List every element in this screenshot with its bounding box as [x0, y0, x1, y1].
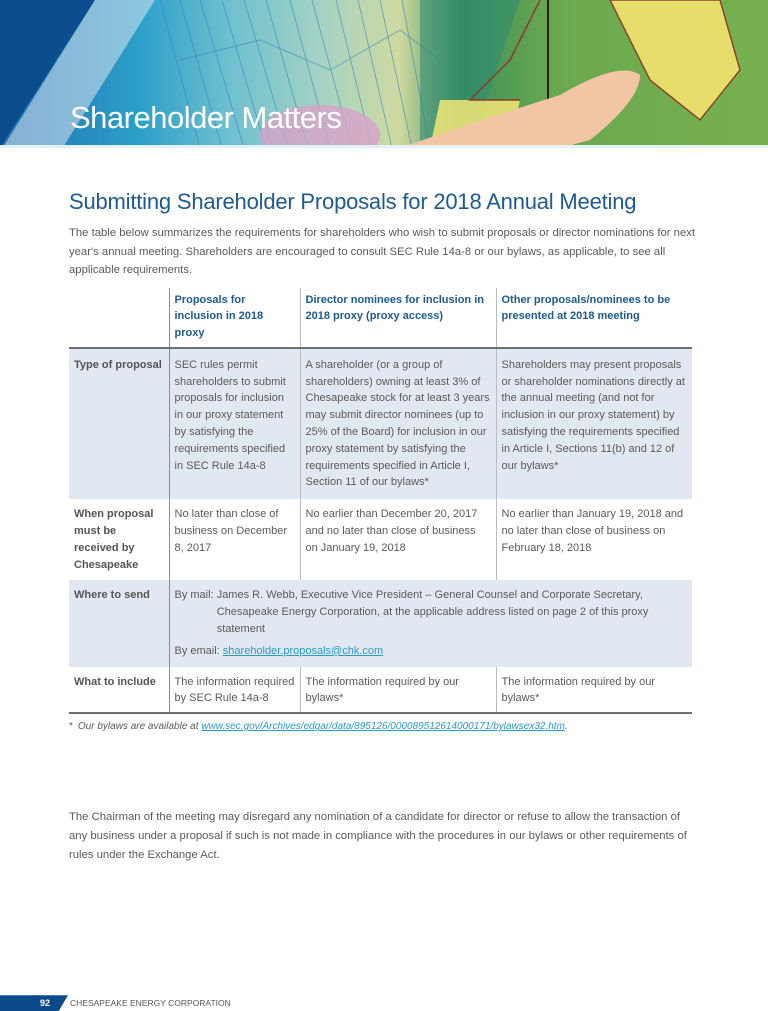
banner-title: Shareholder Matters — [70, 100, 342, 135]
banner-bottom-band — [0, 145, 768, 148]
table-cell: The information required by our bylaws* — [300, 667, 496, 714]
footer-company-name: CHESAPEAKE ENERGY CORPORATION — [70, 998, 231, 1009]
closing-paragraph: The Chairman of the meeting may disregard any nomination of a candidate for director or refuse to allow the transaction of any business under a proposal if such is not made in compliance with the procedures in our bylaws or other requirements of rules under the Exchange Act. — [69, 811, 687, 862]
mail-text — [217, 587, 687, 637]
row-label: What to include — [69, 667, 169, 714]
table-cell: No earlier than December 20, 2017 and no later than close of business on January 19, 2018 — [300, 499, 496, 580]
mail-address — [175, 587, 688, 637]
table-row-where-to-send — [69, 580, 692, 666]
table-row-what-to-include — [69, 667, 692, 714]
header-banner — [0, 0, 768, 148]
footnote-text: Our bylaws are available at — [77, 721, 202, 733]
bylaws-link[interactable]: www.sec.gov/Archives/edgar/data/895126/000089512614000171/bylawsex32.htm — [201, 721, 565, 733]
row-label: Type of proposal — [69, 348, 169, 499]
table-cell: Shareholders may present proposals or shareholder nominations directly at the annual meeting (and not for inclusion in our proxy statement) by satisfying the requirements specified in Article I, Sections 11(b) and 12 of our bylaws* — [496, 348, 692, 499]
header-other-proposals: Other proposals/nominees to be presented at 2018 meeting — [496, 288, 692, 348]
page-number: 92 — [40, 998, 51, 1009]
mail-label: By mail: — [174, 589, 217, 602]
table-cell: SEC rules permit shareholders to submit proposals for inclusion in our proxy statement by satisfying the requirements specified in SEC Rule 14a-8 — [169, 348, 300, 499]
table-row-deadline — [69, 499, 692, 580]
table-header-row — [69, 288, 692, 348]
email-link[interactable]: shareholder.proposals@chk.com — [222, 644, 384, 657]
table-cell: A shareholder (or a group of shareholders) owning at least 3% of Chesapeake stock for at least 3 years may submit director nominees (up to 25% of the Board) for inclusion in our proxy statement by satisfying the requirements specified in Article I, Section 11 of our bylaws* — [300, 348, 496, 499]
email-address — [175, 643, 688, 660]
intro-paragraph: The table below summarizes the requirements for shareholders who wish to submit proposals or director nominations for next year's annual meeting. Shareholders are encouraged to consult SEC Rule 14a-8 or our bylaws, as applicable, to see all applicable requirements. — [69, 227, 696, 276]
header-proxy-proposals: Proposals for inclusion in 2018 proxy — [169, 288, 300, 348]
table-cell: The information required by SEC Rule 14a-8 — [169, 667, 300, 714]
page-footer — [0, 995, 300, 1011]
row-label: Where to send — [69, 580, 169, 666]
header-empty — [69, 288, 169, 348]
table-cell: No earlier than January 19, 2018 and no later than close of business on February 18, 2018 — [496, 499, 692, 580]
header-proxy-access: Director nominees for inclusion in 2018 proxy (proxy access) — [300, 288, 496, 348]
table-cell-address — [169, 580, 692, 666]
mail-line-2: Chesapeake Energy Corporation, at the applicable address listed on page 2 of this proxy statement — [216, 606, 649, 636]
row-label: When proposal must be received by Chesapeake — [69, 499, 169, 580]
table-cell: No later than close of business on December 8, 2017 — [169, 499, 300, 580]
page-content — [0, 188, 768, 865]
page-number-tab — [0, 995, 68, 1011]
map-region-yellow-2 — [610, 0, 740, 120]
bylaws-footnote — [69, 720, 699, 734]
email-label: By email: — [174, 644, 223, 657]
section-title: Submitting Shareholder Proposals for 2018 Annual Meeting — [69, 189, 637, 214]
footnote-marker: * — [69, 721, 73, 733]
table-cell: The information required by our bylaws* — [496, 667, 692, 714]
footnote-end: . — [564, 721, 568, 733]
table-row-type-of-proposal — [69, 348, 692, 499]
mail-line-1: James R. Webb, Executive Vice President – General Counsel and Corporate Secretary, — [216, 589, 643, 602]
proposal-requirements-table — [69, 288, 692, 715]
